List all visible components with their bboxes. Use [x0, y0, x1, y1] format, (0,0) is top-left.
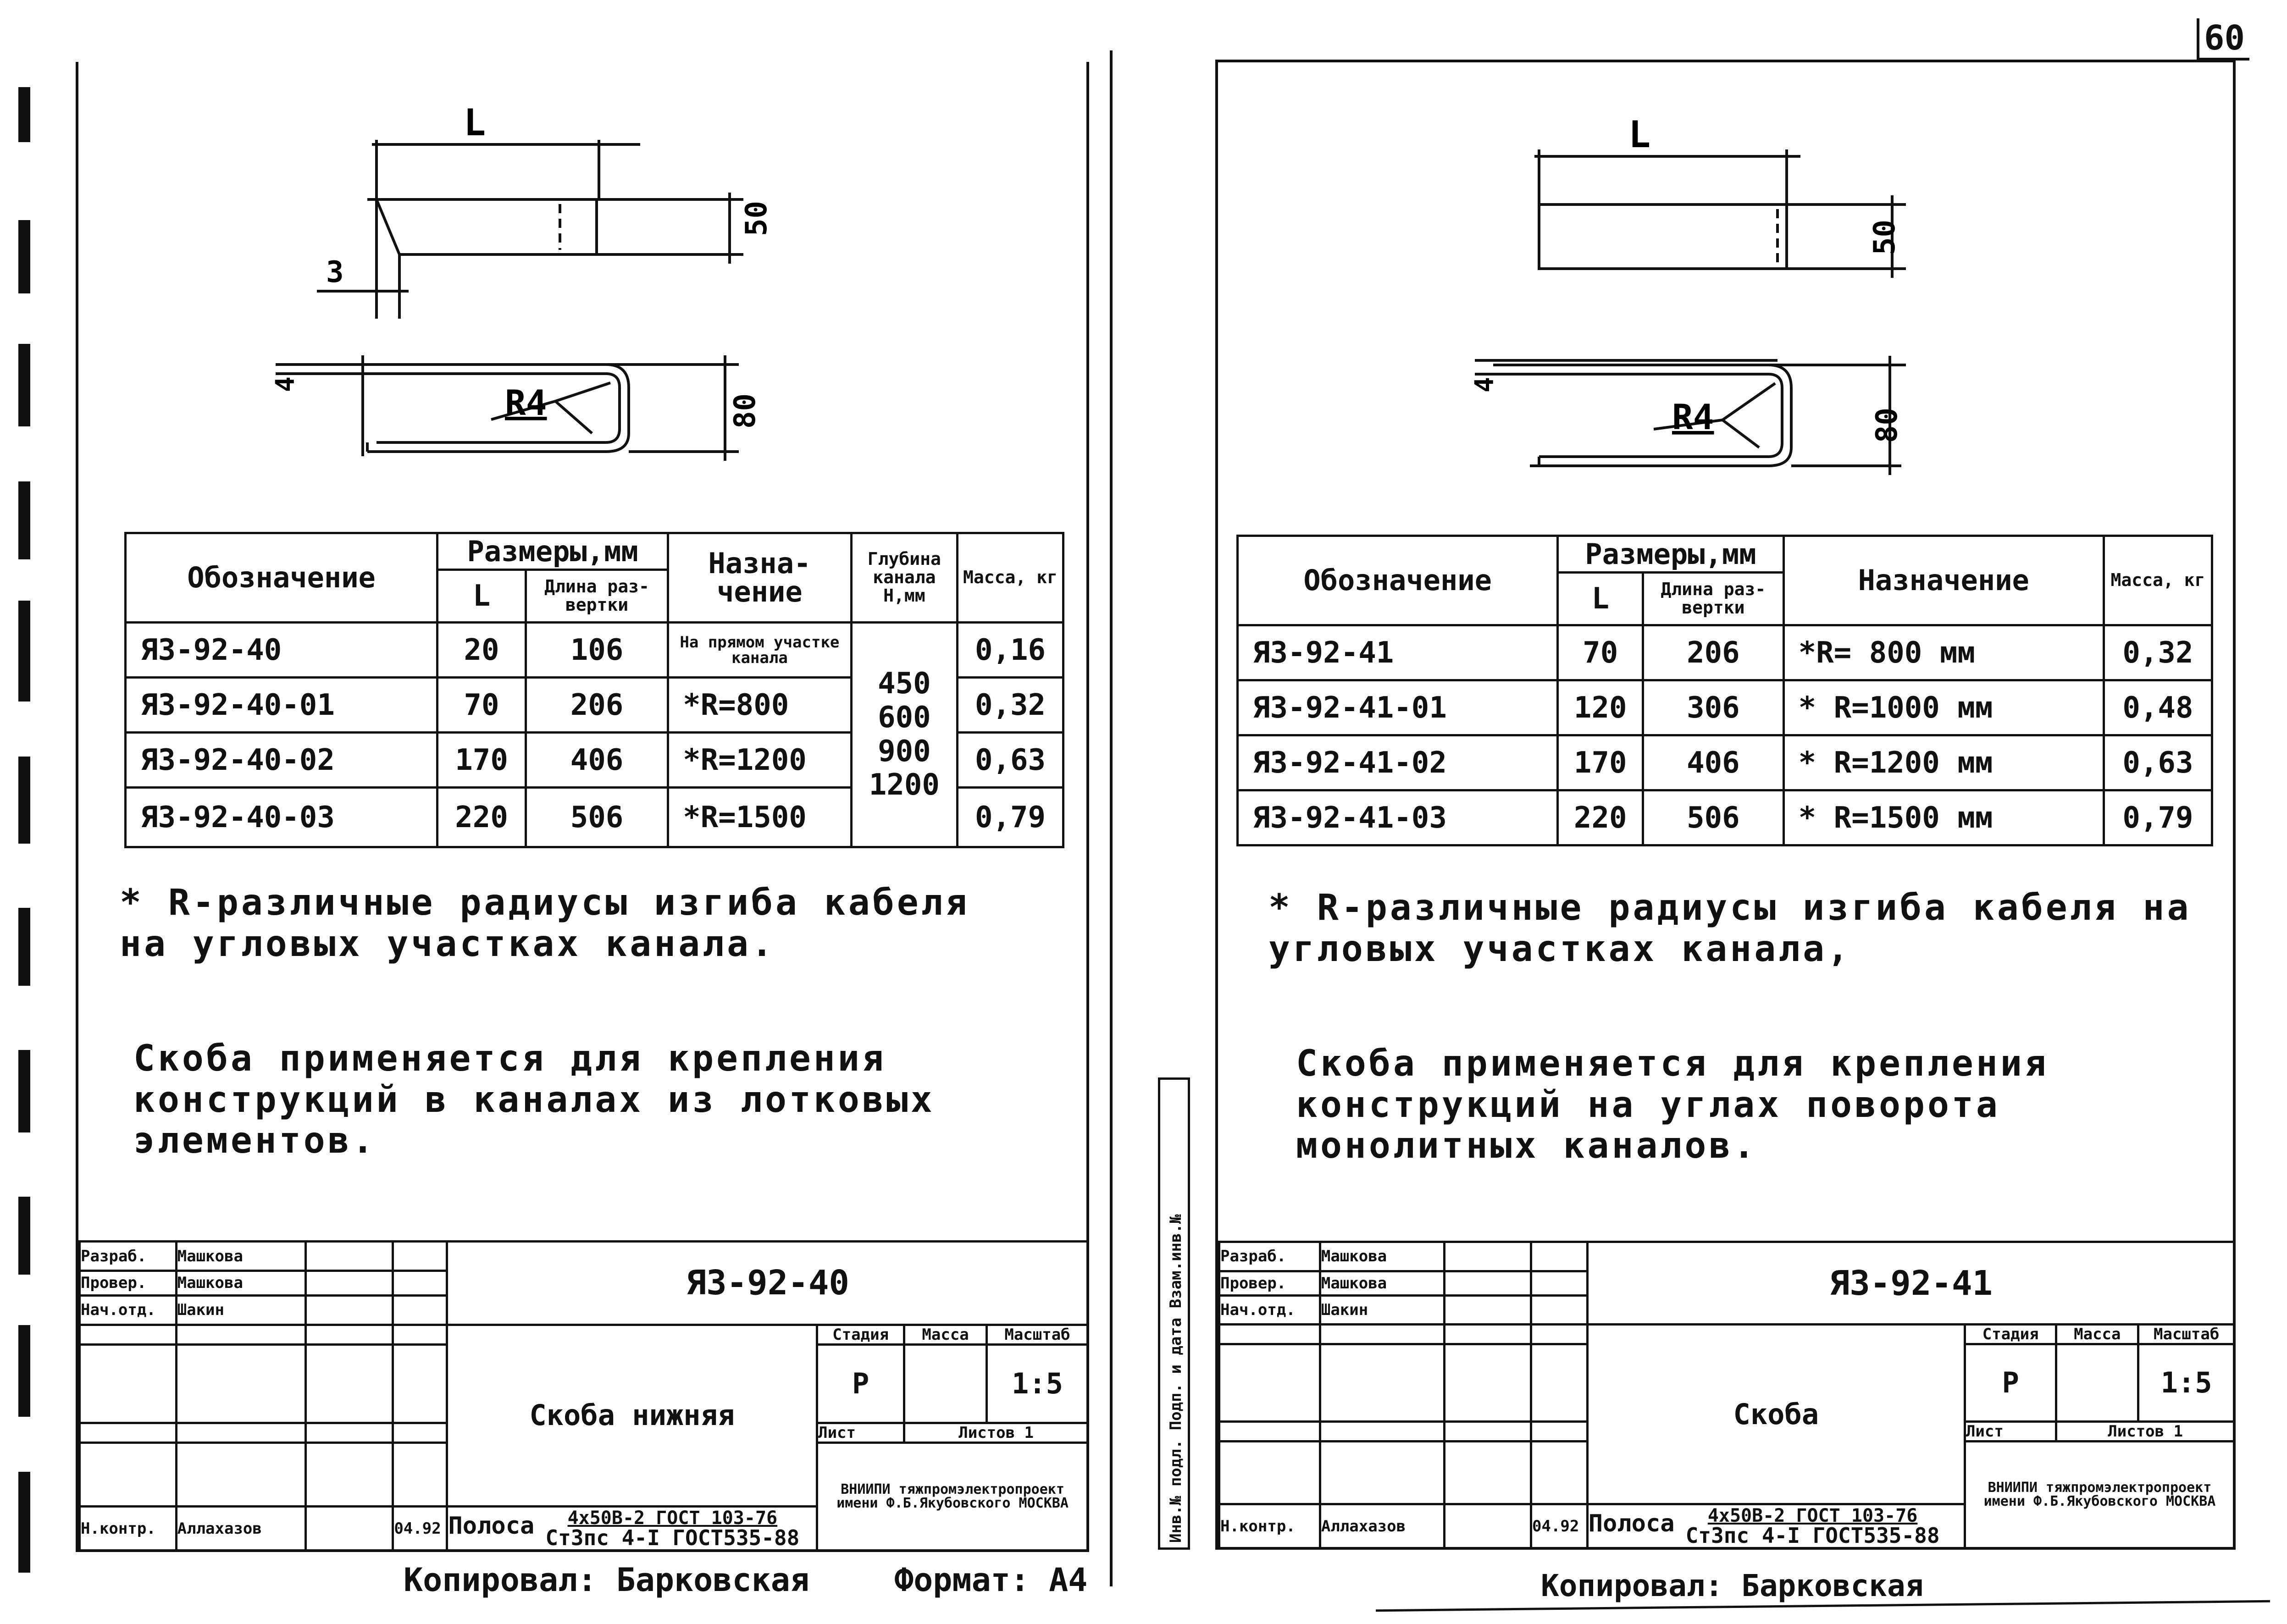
- table-row: [1238, 625, 2212, 680]
- th-mass: Масса, кг: [958, 533, 1063, 623]
- right-footnote: * R-различные радиусы изгиба кабеля на угловых участках канала,: [1268, 887, 2192, 970]
- right-note: Скоба применяется для крепления конструкций на углах поворота монолитных каналов.: [1296, 1043, 2049, 1167]
- cell-l: 70: [437, 678, 526, 733]
- cell-purpose: * R=1500 мм: [1783, 790, 2104, 845]
- dim-50: 50: [740, 200, 774, 236]
- cell-purpose: * R=1000 мм: [1783, 680, 2104, 735]
- left-spec-table: [124, 532, 1064, 848]
- cell-mass: 0,63: [2104, 735, 2212, 790]
- cell-mass: 0,32: [2104, 625, 2212, 680]
- dim-80: 80: [1870, 407, 1904, 443]
- doc-title: Скоба: [1587, 1325, 1965, 1504]
- dim-4: 4: [271, 376, 300, 392]
- cell-mass: 0,16: [958, 623, 1063, 678]
- cell-length: 406: [1643, 735, 1783, 790]
- cell-mass: 0,63: [958, 733, 1063, 788]
- cell-mass: 0,79: [2104, 790, 2212, 845]
- margin-marks: [18, 87, 32, 1600]
- cell-l: 170: [437, 733, 526, 788]
- right-spec-table: [1236, 535, 2213, 846]
- cell-purpose: *R=800: [668, 678, 852, 733]
- th-purpose: Назна-чение: [668, 533, 852, 623]
- cell-length: 306: [1643, 680, 1783, 735]
- cell-length: 206: [526, 678, 668, 733]
- cell-designation: Я3-92-41: [1238, 625, 1558, 680]
- left-note: Скоба применяется для крепления конструкций в каналах из лотковых элементов.: [133, 1038, 935, 1162]
- org: ВНИИПИ тяжпромэлектропроект имени Ф.Б.Якубовского МОСКВА: [1965, 1441, 2234, 1548]
- cell-purpose: *R= 800 мм: [1783, 625, 2104, 680]
- dim-r4: R4: [505, 382, 547, 423]
- cell-length: 406: [526, 733, 668, 788]
- th-designation: Обозначение: [1238, 536, 1558, 625]
- th-purpose: Назначение: [1783, 536, 2104, 625]
- cell-length: 506: [1643, 790, 1783, 845]
- cell-l: 120: [1558, 680, 1643, 735]
- dim-r4: R4: [1672, 397, 1714, 437]
- th-l: L: [1558, 573, 1643, 625]
- cell-length: 106: [526, 623, 668, 678]
- table-row: [1238, 790, 2212, 845]
- left-format: Формат: А4: [894, 1561, 1088, 1599]
- th-sizes: Размеры,мм: [437, 533, 668, 570]
- cell-purpose: *R=1200: [668, 733, 852, 788]
- cell-designation: Я3-92-41-03: [1238, 790, 1558, 845]
- cell-designation: Я3-92-40-02: [126, 733, 437, 788]
- right-copied-by: Копировал: Барковская: [1541, 1568, 1924, 1603]
- left-drawing: [78, 62, 1092, 543]
- cell-l: 20: [437, 623, 526, 678]
- cell-l: 220: [1558, 790, 1643, 845]
- table-row: [126, 623, 1063, 678]
- cell-designation: Я3-92-41-01: [1238, 680, 1558, 735]
- table-row: [1238, 680, 2212, 735]
- right-title-block: Разраб. Машкова Я3-92-41 Провер. Машкова Нач.отд. Шакин Скоба Стадия Масса Масштаб Р 1:5 Лист Листов 1 ВНИИПИ тяжпромэлектропроект имени Ф.Б.Якубовского МОСКВА Н.контр. Аллахазов 04.92 Полоса 4х50В-2 ГОСТ 103-76 Ст3пс 4-I ГОСТ535-88: [1218, 1241, 2236, 1550]
- doc-title: Скоба нижняя: [447, 1325, 817, 1506]
- left-copied-by: Копировал: Барковская: [404, 1561, 810, 1599]
- th-length: Длина раз-вертки: [1643, 573, 1783, 625]
- left-footnote: * R-различные радиусы изгиба кабеля на угловых участках канала.: [120, 882, 970, 965]
- right-drawing: [1218, 62, 2236, 544]
- cell-purpose: * R=1200 мм: [1783, 735, 2104, 790]
- dim-80: 80: [728, 393, 762, 429]
- th-designation: Обозначение: [126, 533, 437, 623]
- cell-designation: Я3-92-41-02: [1238, 735, 1558, 790]
- dim-50: 50: [1868, 219, 1902, 255]
- dim-3: 3: [326, 255, 344, 289]
- cell-designation: Я3-92-40-03: [126, 788, 437, 847]
- cell-designation: Я3-92-40: [126, 623, 437, 678]
- dim-l: L: [464, 101, 486, 144]
- table-row: [1238, 735, 2212, 790]
- org: ВНИИПИ тяжпромэлектропроект имени Ф.Б.Якубовского МОСКВА: [817, 1442, 1088, 1551]
- cell-designation: Я3-92-40-01: [126, 678, 437, 733]
- cell-length: 206: [1643, 625, 1783, 680]
- dim-l: L: [1628, 113, 1651, 156]
- th-length: Длина раз-вертки: [526, 570, 668, 623]
- cell-depths: 450 600 900 1200: [851, 623, 957, 847]
- th-l: L: [437, 570, 526, 623]
- doc-code: Я3-92-41: [1587, 1242, 2234, 1325]
- cell-mass: 0,32: [958, 678, 1063, 733]
- doc-code: Я3-92-40: [447, 1242, 1088, 1325]
- left-title-block: Разраб. Машкова Я3-92-40 Провер. Машкова Нач.отд. Шакин Скоба нижняя Стадия Масса Масштаб Р 1:5 Лист Листов 1 ВНИИПИ тяжпромэлектропроект имени Ф.Б.Якубовского МОСКВА Н.контр. Аллахазов 04.92 Полоса 4х50В-2 ГОСТ 103-76 Ст3пс 4-I ГОСТ535-88: [78, 1240, 1089, 1552]
- th-depth: Глубина канала Н,мм: [851, 533, 957, 623]
- side-strip: Инв.№ подл. Подп. и дата Взам.инв.№: [1158, 1077, 1190, 1550]
- left-sheet: [76, 62, 1089, 1552]
- material: Полоса 4х50В-2 ГОСТ 103-76 Ст3пс 4-I ГОСТ535-88: [1587, 1504, 1965, 1549]
- cell-mass: 0,48: [2104, 680, 2212, 735]
- cell-mass: 0,79: [958, 788, 1063, 847]
- cell-purpose: *R=1500: [668, 788, 852, 847]
- dim-4: 4: [1470, 377, 1500, 392]
- th-sizes: Размеры,мм: [1558, 536, 1783, 573]
- cell-l: 70: [1558, 625, 1643, 680]
- material: Полоса 4х50В-2 ГОСТ 103-76 Ст3пс 4-I ГОСТ535-88: [447, 1506, 817, 1551]
- divider: [1110, 50, 1113, 1586]
- sheet-number: 60: [2197, 18, 2249, 61]
- cell-length: 506: [526, 788, 668, 847]
- cell-l: 170: [1558, 735, 1643, 790]
- th-mass: Масса, кг: [2104, 536, 2212, 625]
- right-sheet: [1215, 60, 2236, 1550]
- cell-purpose: На прямом участке канала: [668, 623, 852, 678]
- cell-l: 220: [437, 788, 526, 847]
